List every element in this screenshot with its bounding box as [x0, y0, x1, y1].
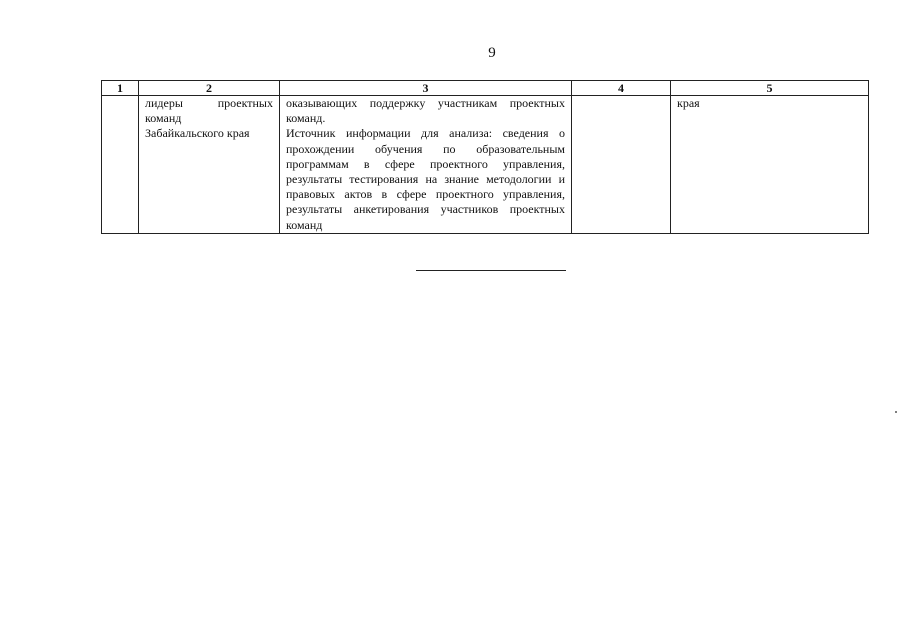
- column-header-1: 1: [102, 81, 139, 96]
- table-cell-col2: [139, 96, 280, 234]
- column-header-2: 2: [139, 81, 280, 96]
- document-table: [101, 80, 869, 234]
- table-cell-col4: [572, 96, 671, 234]
- table-header-row: [102, 81, 869, 96]
- table-row: [102, 96, 869, 234]
- cell-text-col2: лидеры проектных команд Забайкальского края: [145, 96, 273, 141]
- cell-text-col3: оказывающих поддержку участникам проектных команд. Источник информации для анализа: сведения о прохождении обучения по образовательным программам в сфере проектного управления, результаты тестирования на знание методологии и правовых актов в сфере проектного управления, результаты анкетирования участников проектных команд: [286, 96, 565, 232]
- column-header-5: 5: [671, 81, 869, 96]
- column-header-3: 3: [280, 81, 572, 96]
- table-cell-col3: [280, 96, 572, 234]
- column-header-4: 4: [572, 81, 671, 96]
- cell-text-col5: края: [677, 96, 700, 110]
- table-cell-col1: [102, 96, 139, 234]
- scan-speck: [895, 411, 897, 413]
- page-number: 9: [488, 45, 496, 61]
- end-separator-line: [416, 270, 566, 271]
- table-cell-col5: [671, 96, 869, 234]
